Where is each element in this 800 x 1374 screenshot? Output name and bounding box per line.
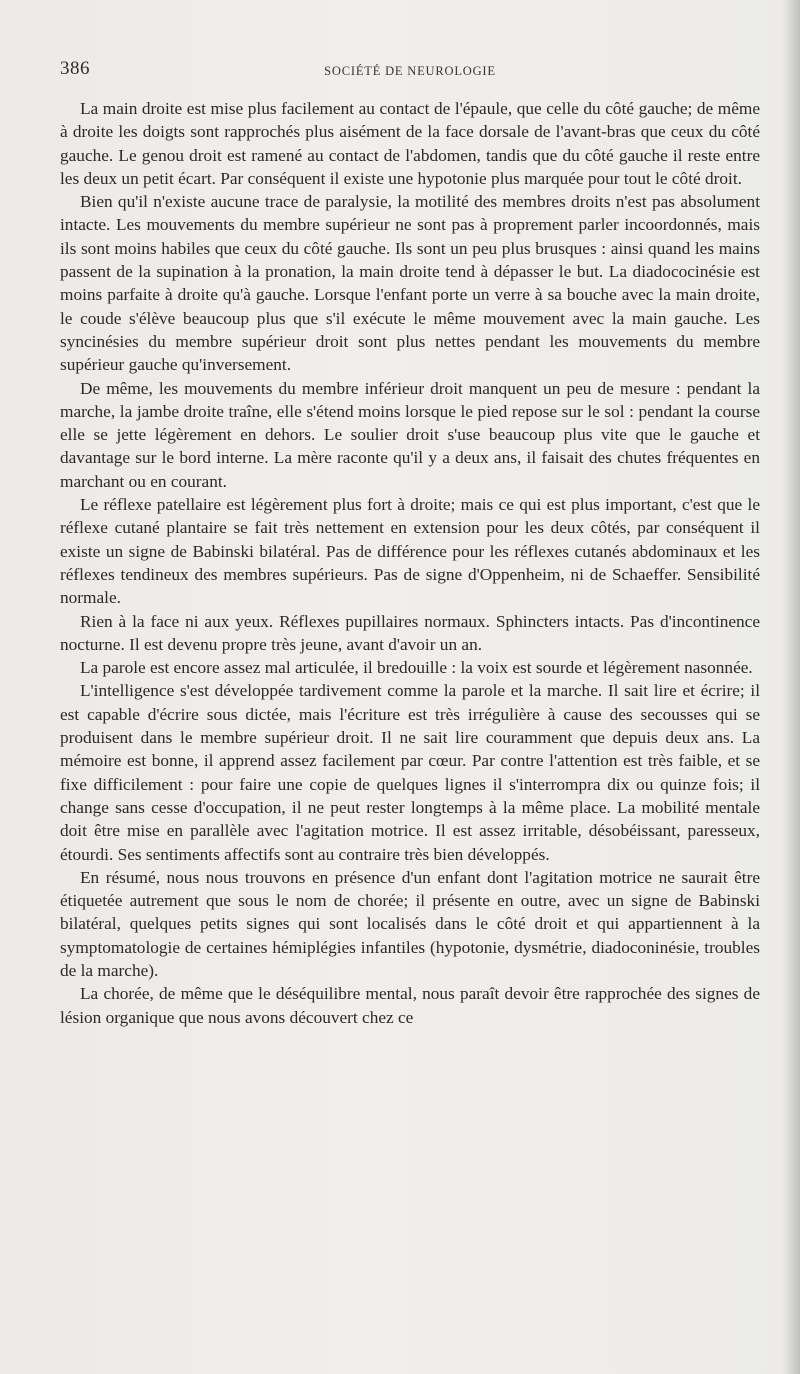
paragraph: Bien qu'il n'existe aucune trace de paralysie, la motilité des membres droits n'est pas absolument intacte. Les mouvements du membre supérieur ne sont pas à proprement parler incoordonnés, mais ils sont moins habiles que ceux du côté gauche. Ils sont un peu plus brusques : ainsi quand les mains passent de la supination à la pronation, la main droite tend à dépasser le but. La diadococinésie est moins parfaite à droite qu'à gauche. Lorsque l'enfant porte un verre à sa bouche avec la main droite, le coude s'élève beaucoup plus que s'il exécute le même mouvement avec la main gauche. Les syncinésies du membre supérieur droit sont plus nettes pendant les mouvements du membre supérieur gauche qu'inversement.	[60, 192, 760, 375]
paragraph: Rien à la face ni aux yeux. Réflexes pupillaires normaux. Sphincters intacts. Pas d'incontinence nocturne. Il est devenu propre très jeune, avant d'avoir un an.	[60, 611, 760, 654]
paragraph: Le réflexe patellaire est légèrement plus fort à droite; mais ce qui est plus important, c'est que le réflexe cutané plantaire se fait très nettement en extension pour les deux côtés, par conséquent il existe un signe de Babinski bilatéral. Pas de différence pour les réflexes cutanés abdominaux et les réflexes tendineux des membres supérieurs. Pas de signe d'Oppenheim, ni de Schaeffer. Sensibilité normale.	[60, 495, 760, 608]
page-header	[60, 58, 760, 82]
paragraph: En résumé, nous nous trouvons en présence d'un enfant dont l'agitation motrice ne saurait être étiquetée autrement que sous le nom de chorée; il présente en outre, avec un signe de Babinski bilatéral, quelques petits signes qui sont localisés dans le côté droit et qui appartiennent à la symptomatologie de certaines hémiplégies infantiles (hypotonie, dysmétrie, diadoconinésie, troubles de la marche).	[60, 867, 760, 980]
body-text	[60, 97, 760, 1029]
paragraph: La chorée, de même que le déséquilibre mental, nous paraît devoir être rapprochée des signes de lésion organique que nous avons découvert chez ce	[60, 984, 760, 1027]
page-number: 386	[60, 58, 90, 79]
running-title: SOCIÉTÉ DE NEUROLOGIE	[324, 64, 496, 78]
paragraph: La main droite est mise plus facilement au contact de l'épaule, que celle du côté gauche; de même à droite les doigts sont rapprochés plus aisément de la face dorsale de l'avant-bras que ceux du côté gauche. Le genou droit est ramené au contact de l'abdomen, tandis que du côté gauche il reste entre les deux un petit écart. Par conséquent il existe une hypotonie plus marquée pour tout le côté droit.	[60, 99, 760, 188]
paragraph: L'intelligence s'est développée tardivement comme la parole et la marche. Il sait lire et écrire; il est capable d'écrire sous dictée, mais l'écriture est très irrégulière à cause des secousses qui se produisent dans le membre supérieur droit. Il ne sait lire couramment que depuis deux ans. La mémoire est bonne, il apprend assez facilement par cœur. Par contre l'attention est très faible, et se fixe difficilement : pour faire une copie de quelques lignes il s'interrompra dix ou quinze fois; il change sans cesse d'occupation, il ne peut rester longtemps à la même place. La mobilité mentale doit être mise en parallèle avec l'agitation motrice. Il est assez irritable, désobéissant, paresseux, étourdi. Ses sentiments affectifs sont au contraire très bien développés.	[60, 681, 760, 864]
page-edge-shadow	[782, 0, 800, 1374]
paragraph: La parole est encore assez mal articulée, il bredouille : la voix est sourde et légèrement nasonnée.	[80, 658, 753, 678]
paragraph: De même, les mouvements du membre inférieur droit manquent un peu de mesure : pendant la marche, la jambe droite traîne, elle s'étend moins lorsque le pied repose sur le sol : pendant la course elle se jette légèrement en dehors. Le soulier droit s'use beaucoup plus vite que le gauche et davantage sur le bord interne. La mère raconte qu'il y a deux ans, il faisait des chutes fréquentes en marchant ou en courant.	[60, 378, 760, 491]
